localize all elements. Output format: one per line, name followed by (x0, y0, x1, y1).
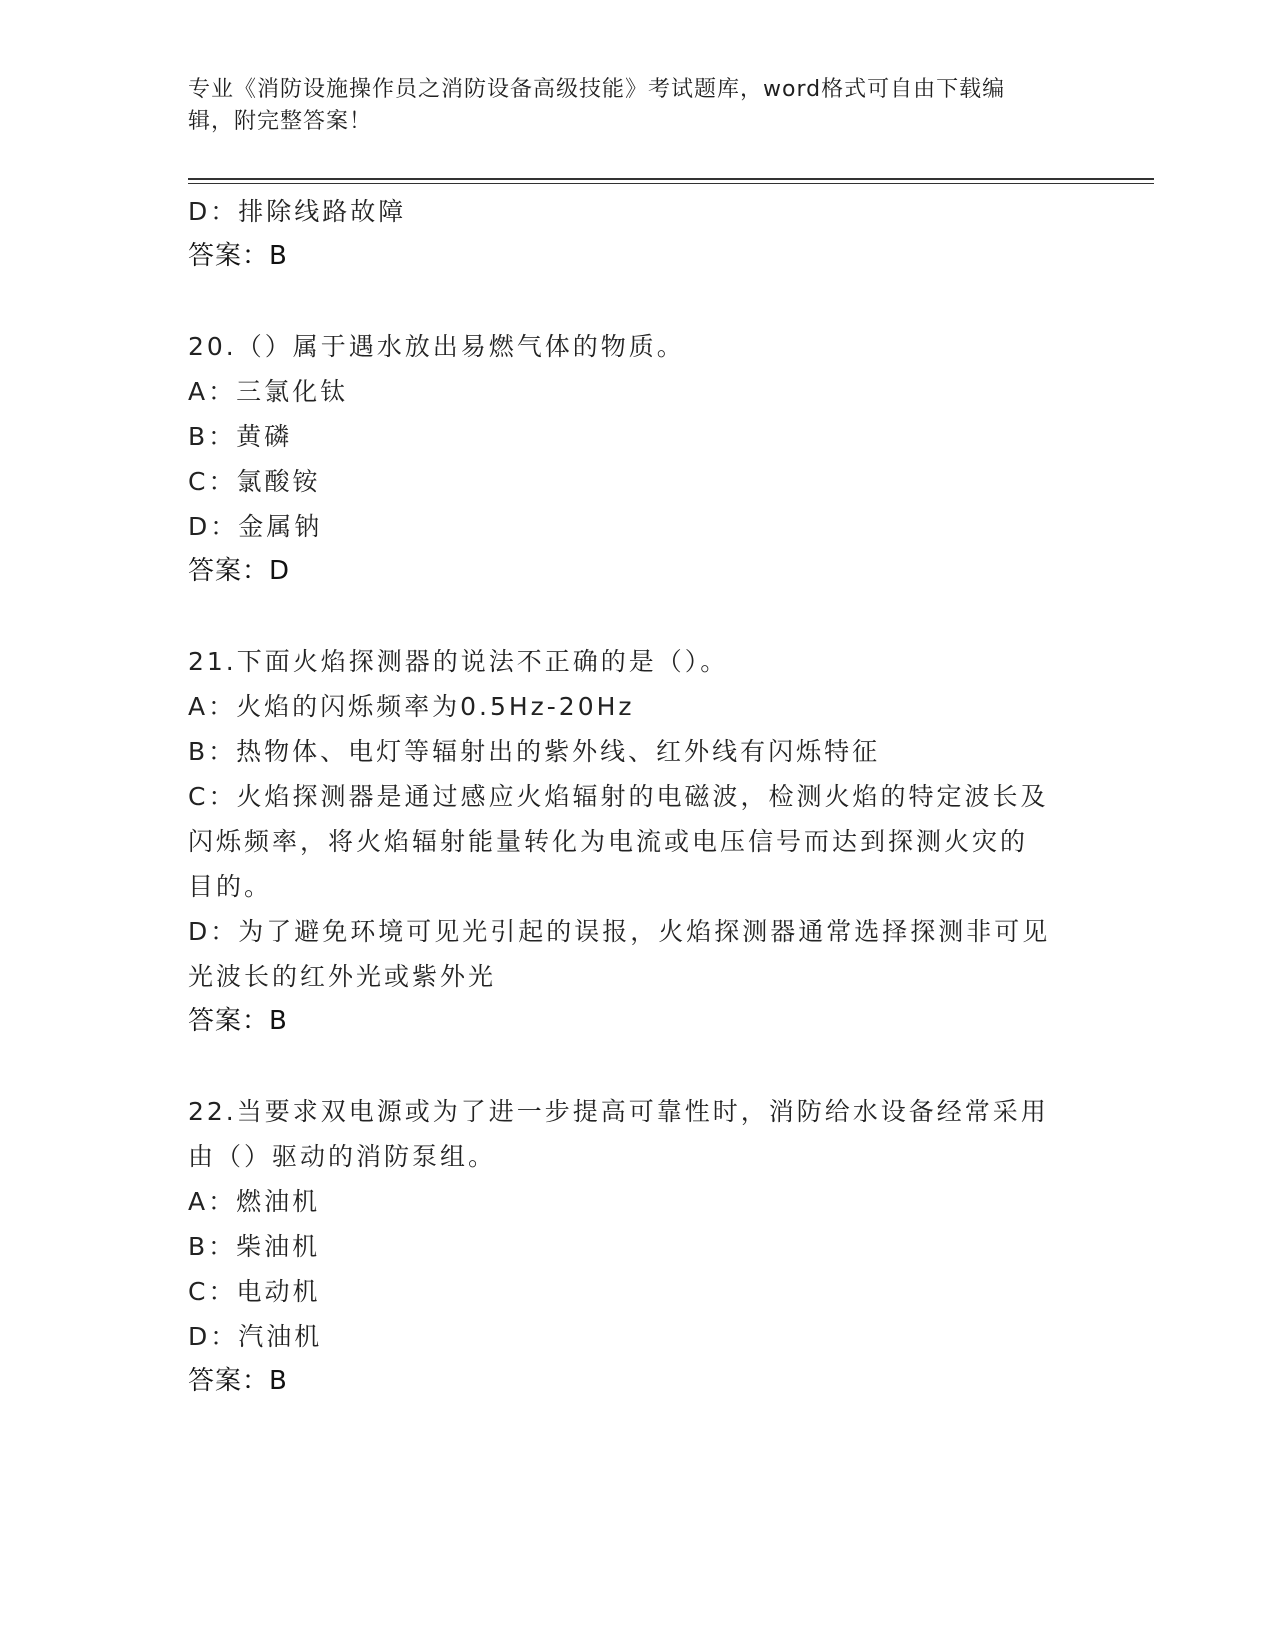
option-d: D：金属钠 (188, 512, 323, 541)
header-divider (188, 178, 1154, 184)
option-c-line-1: C：火焰探测器是通过感应火焰辐射的电磁波，检测火焰的特定波长及 (188, 782, 1049, 811)
spacer (188, 594, 1088, 639)
option-c: C：氯酸铵 (188, 467, 321, 496)
question-stem: 20.（）属于遇水放出易燃气体的物质。 (188, 332, 685, 361)
option-d-line-2: 光波长的红外光或紫外光 (188, 962, 497, 991)
question-21 (188, 639, 1088, 1044)
option-b: B：黄磷 (188, 422, 293, 451)
option-d: D：汽油机 (188, 1322, 323, 1351)
question-19-fragment (188, 189, 1088, 279)
question-20 (188, 324, 1088, 594)
option-d-line-1: D：为了避免环境可见光引起的误报，火焰探测器通常选择探测非可见 (188, 917, 1051, 946)
header-line-2: 辑，附完整答案！ (188, 109, 373, 134)
answer: 答案：B (188, 241, 288, 271)
answer: 答案：D (188, 556, 291, 586)
question-22 (188, 1089, 1088, 1404)
question-stem: 21.下面火焰探测器的说法不正确的是（）。 (188, 647, 729, 676)
answer: 答案：B (188, 1366, 288, 1396)
spacer (188, 1044, 1088, 1089)
option-a: A：三氯化钛 (188, 377, 349, 406)
question-stem-line-1: 22.当要求双电源或为了进一步提高可靠性时，消防给水设备经常采用 (188, 1097, 1049, 1126)
option-b: B：柴油机 (188, 1232, 321, 1261)
option-b: B：热物体、电灯等辐射出的紫外线、红外线有闪烁特征 (188, 737, 881, 766)
option-a: A：燃油机 (188, 1187, 321, 1216)
page-header (188, 74, 1068, 138)
spacer (188, 279, 1088, 324)
option-a: A：火焰的闪烁频率为0.5Hz-20Hz (188, 692, 635, 721)
option-c: C：电动机 (188, 1277, 321, 1306)
answer: 答案：B (188, 1006, 288, 1036)
option-c-line-3: 目的。 (188, 872, 273, 901)
header-line-1: 专业《消防设施操作员之消防设备高级技能》考试题库，word格式可自由下载编 (188, 77, 1006, 102)
document-body (188, 189, 1088, 1404)
option-d: D：排除线路故障 (188, 197, 407, 226)
question-stem-line-2: 由（）驱动的消防泵组。 (188, 1142, 497, 1171)
option-c-line-2: 闪烁频率，将火焰辐射能量转化为电流或电压信号而达到探测火灾的 (188, 827, 1029, 856)
